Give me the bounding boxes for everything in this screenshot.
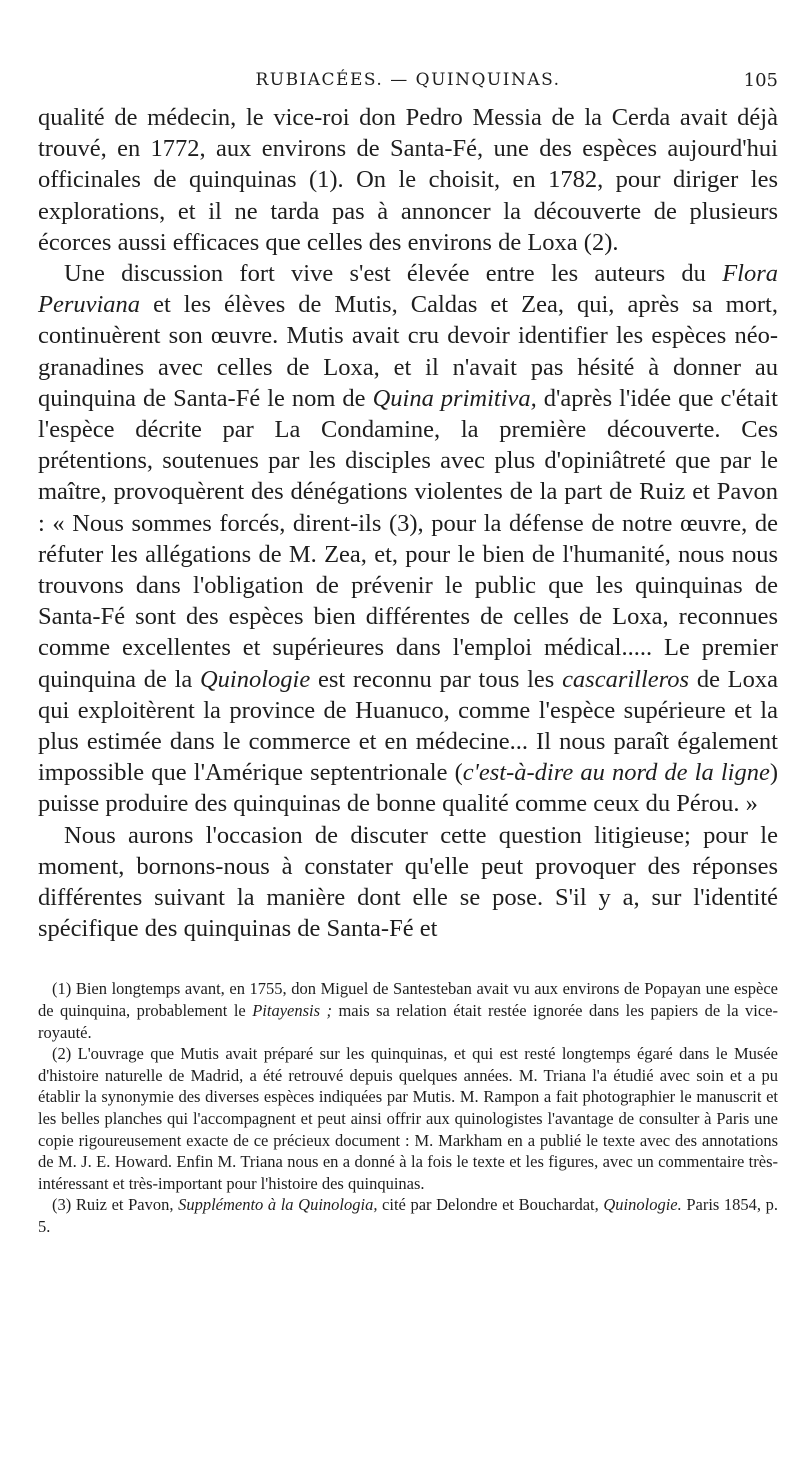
italic-title: Quinologie. xyxy=(603,1195,682,1215)
page-number: 105 xyxy=(743,70,778,91)
paragraph-text: ) puisse produire des quinquinas de bonne qualité comme ceux du Pérou. » xyxy=(38,759,778,818)
main-text xyxy=(38,102,778,944)
footnote-text: (3) Ruiz et Pavon, xyxy=(52,1195,179,1215)
footnote-text: cité par Delondre et Bouchardat, xyxy=(377,1195,604,1215)
footnote-text: (2) L'ouvrage que Mutis avait préparé sur les quinquinas, et qui est resté longtemps égaré dans le Musée d'histoire naturelle de Madrid, a été retrouvé depuis quelques années. M. Triana l'a étudié avec soin et a pu établir la synonymie des diverses espèces indiquées par Mutis. M. Rampon a fait photographier le manuscrit et les belles planches qui l'accompagnent et peut ainsi offrir aux quinologistes l'avantage de consulter à Paris une copie rigoureusement exacte de ce précieux document : M. Markham en a publié le texte avec des annotations de M. J. E. Howard. Enfin M. Triana nous en a donné à la fois le texte et les figures, avec un commentaire très-intéressant et très-important pour l'histoire des quinquinas. xyxy=(38,1044,778,1193)
running-title: RUBIACÉES. — QUINQUINAS. xyxy=(255,70,561,90)
italic-term: Quina primitiva, xyxy=(372,384,537,412)
footnote xyxy=(38,978,778,1043)
footnote xyxy=(38,1194,778,1237)
footnote-text: Paris 1854, p. 5. xyxy=(38,1195,779,1237)
italic-title: Quinologie xyxy=(199,665,311,693)
paragraph xyxy=(38,102,778,258)
running-head xyxy=(38,62,778,102)
footnotes xyxy=(38,978,778,1237)
paragraph-text: qualité de médecin, le vice-roi don Pedro Messia de la Cerda avait déjà trouvé, en 1772, aux environs de Santa-Fé, une des espèces aujourd'hui officinales de quinquinas (1). On le choisit, en 1782, pour diriger les explorations, et il ne tarda pas à annoncer la découverte de plusieurs écorces aussi efficaces que celles des environs de Loxa (2). xyxy=(38,104,778,256)
paragraph-text: et les élèves de Mutis, Caldas et Zea, qui, après sa mort, continuèrent son œuvre. Mutis avait cru devoir identifier les espèces néo-granadines avec celles de Loxa, et il n'avait pas hésité à donner au quinquina de Santa-Fé le nom de xyxy=(38,291,778,412)
footnote xyxy=(38,1043,778,1194)
footnote-text: mais sa relation était restée ignorée dans les papiers de la vice-royauté. xyxy=(38,1001,778,1042)
italic-title: Supplémento à la Quinologia, xyxy=(178,1195,378,1215)
italic-term: c'est-à-dire au nord de la ligne xyxy=(462,759,770,787)
paragraph-text: Nous aurons l'occasion de discuter cette question litigieuse; pour le moment, bornons-nous à constater qu'elle peut provoquer des réponses différentes suivant la manière dont elle se pose. S'il y a, sur l'identité spécifique des quinquinas de Santa-Fé et xyxy=(38,821,778,943)
paragraph-text: de Loxa qui exploitèrent la province de Huanuco, comme l'espèce supérieure et la plus estimée dans le commerce et en médecine... Il nous paraît également impossible que l'Amérique septentrionale ( xyxy=(38,665,779,787)
italic-term: cascarilleros xyxy=(562,665,690,693)
paragraph xyxy=(38,258,778,820)
paragraph-text: est reconnu par tous les xyxy=(310,665,563,693)
paragraph xyxy=(38,820,778,945)
footnote-text: (1) Bien longtemps avant, en 1755, don Miguel de Santesteban avait vu aux environs de Popayan une espèce de quinquina, probablement le xyxy=(38,979,778,1021)
paragraph-text: d'après l'idée que c'était l'espèce décrite par La Condamine, la première découverte. Ces prétentions, soutenues par les disciples avec plus d'opiniâtreté que par le maître, provoquèrent des dénégations violentes de la part de Ruiz et Pavon : « Nous sommes forcés, dirent-ils (3), pour la défense de notre œuvre, de réfuter les allégations de M. Zea, et, pour le bien de l'humanité, nous nous trouvons dans l'obligation de prévenir le public que les quinquinas de Santa-Fé sont des espèces bien différentes de celles de Loxa, reconnues comme excellentes et supérieures dans l'emploi médical..... Le premier quinquina de la xyxy=(38,384,778,693)
italic-title: Flora Peruviana xyxy=(38,260,778,319)
paragraph-text: Une discussion fort vive s'est élevée entre les auteurs du xyxy=(64,260,723,288)
italic-term: Pitayensis ; xyxy=(252,1001,332,1021)
